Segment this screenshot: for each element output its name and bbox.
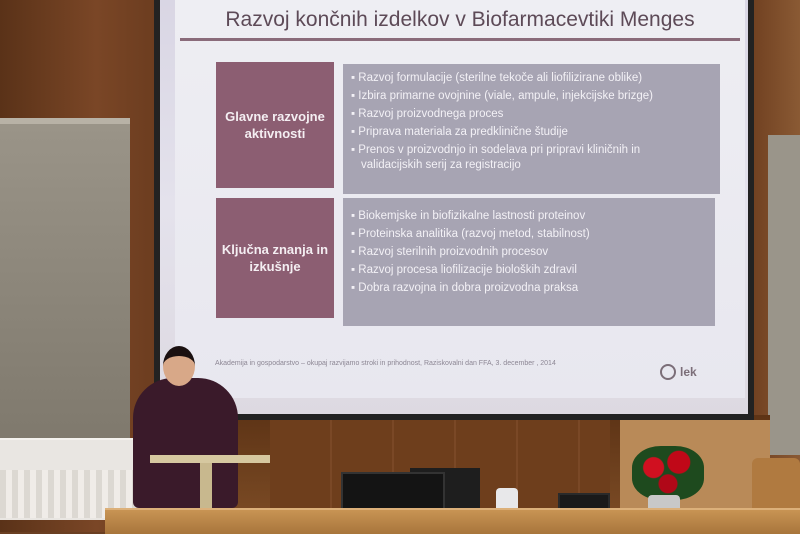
poinsettia-plant <box>632 446 704 500</box>
lek-logo <box>660 362 712 382</box>
bullet-item: ▪ Prenos v proizvodnjo in sodelava pri pripravi kliničnih in <box>351 144 640 156</box>
section-body-expertise <box>343 198 715 326</box>
lectern-leg <box>200 463 212 508</box>
speaker <box>133 378 238 508</box>
section-label-expertise: Ključna znanja in izkušnje <box>216 198 334 318</box>
bullet-item-continuation: validacijskih serij za registracijo <box>361 159 521 171</box>
lectern <box>150 455 270 463</box>
slide-title: Razvoj končnih izdelkov v Biofarmacevtiki Menges <box>225 8 695 31</box>
bullet-item: ▪ Razvoj proizvodnega proces <box>351 108 503 120</box>
bullet-item: ▪ Izbira primarne ovojnine (viale, ampule, injekcijske brizge) <box>351 90 653 102</box>
bullet-item: ▪ Proteinska analitika (razvoj metod, stabilnost) <box>351 228 590 240</box>
bullet-item: ▪ Biokemjske in biofizikalne lastnosti proteinov <box>351 210 585 222</box>
section-label-activities: Glavne razvojne aktivnosti <box>216 62 334 188</box>
bullet-item: ▪ Razvoj formulacije (sterilne tekoče ali liofilizirane oblike) <box>351 72 642 84</box>
speaker-head <box>163 346 195 386</box>
bullet-item: ▪ Dobra razvojna in dobra proizvodna praksa <box>351 282 578 294</box>
bullet-item: ▪ Razvoj sterilnih proizvodnih procesov <box>351 246 548 258</box>
title-rule <box>180 38 740 41</box>
lek-logo-icon <box>660 364 676 380</box>
bullet-item: ▪ Priprava materiala za predklinične študije <box>351 126 568 138</box>
slide-footer: Akademija in gospodarstvo – okupaj razvijamo stroki in prihodnost, Raziskovalni dan FFA, 3. december , 2014 <box>215 360 556 367</box>
lek-logo-text: lek <box>680 365 697 379</box>
bullet-item: ▪ Razvoj procesa liofilizacije bioloških zdravil <box>351 264 577 276</box>
acoustic-panel-right <box>768 135 800 455</box>
acoustic-panel-left <box>0 118 130 454</box>
section-body-activities <box>343 64 720 194</box>
front-desk <box>105 508 800 534</box>
